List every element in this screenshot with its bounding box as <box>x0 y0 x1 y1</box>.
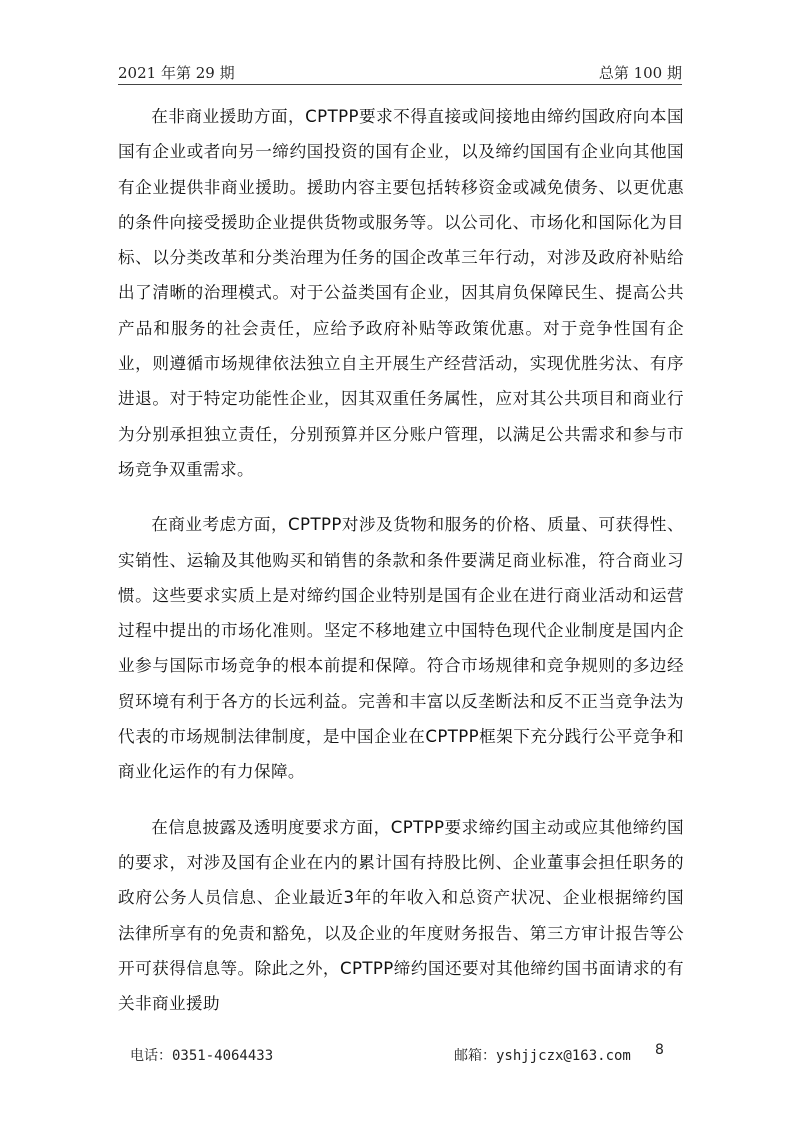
page-header <box>118 58 682 84</box>
footer-email: 邮箱：yshjjczx@163.com <box>454 1048 631 1064</box>
paragraph-non-commercial-assistance: 在非商业援助方面，CPTPP要求不得直接或间接地由缔约国政府向本国国有企业或者向另一缔约国投资的国有企业，以及缔约国国有企业向其他国有企业提供非商业援助。援助内容主要包括转移资金或减免债务、以更优惠的条件向接受援助企业提供货物或服务等。以公司化、市场化和国际化为目标、以分类改革和分类治理为任务的国企改革三年行动，对涉及政府补贴给出了清晰的治理模式。对于公益类国有企业，因其肩负保障民生、提高公共产品和服务的社会责任，应给予政府补贴等政策优惠。对于竞争性国有企业，则遵循市场规律依法独立自主开展生产经营活动，实现优胜劣汰、有序进退。对于特定功能性企业，因其双重任务属性，应对其公共项目和商业行为分别承担独立责任，分别预算并区分账户管理，以满足公共需求和参与市场竞争双重需求。 <box>118 107 684 479</box>
page-number: 8 <box>655 1042 664 1058</box>
footer-phone: 电话：0351-4064433 <box>130 1048 274 1064</box>
issue-number: 2021 年第 29 期 <box>118 64 235 82</box>
article-body <box>118 99 684 1041</box>
paragraph-transparency: 在信息披露及透明度要求方面，CPTPP要求缔约国主动或应其他缔约国的要求，对涉及国有企业在内的累计国有持股比例、企业董事会担任职务的政府公务人员信息、企业最近3年的年收入和总资产状况、企业根据缔约国法律所享有的免责和豁免，以及企业的年度财务报告、第三方审计报告等公开可获得信息等。除此之外，CPTPP缔约国还要对其他缔约国书面请求的有关非商业援助 <box>118 817 684 1014</box>
paragraph-commercial-considerations: 在商业考虑方面，CPTPP对涉及货物和服务的价格、质量、可获得性、实销性、运输及其他购买和销售的条款和条件要满足商业标准，符合商业习惯。这些要求实质上是对缔约国企业特别是国有企业在进行商业活动和运营过程中提出的市场化准则。坚定不移地建立中国特色现代企业制度是国内企业参与国际市场竞争的根本前提和保障。符合市场规律和竞争规则的多边经贸环境有利于各方的长远利益。完善和丰富以反垄断法和反不正当竞争法为代表的市场规制法律制度，是中国企业在CPTPP框架下充分践行公平竞争和商业化运作的有力保障。 <box>118 515 684 782</box>
total-issue-number: 总第 100 期 <box>598 64 682 82</box>
header-divider <box>118 84 682 85</box>
